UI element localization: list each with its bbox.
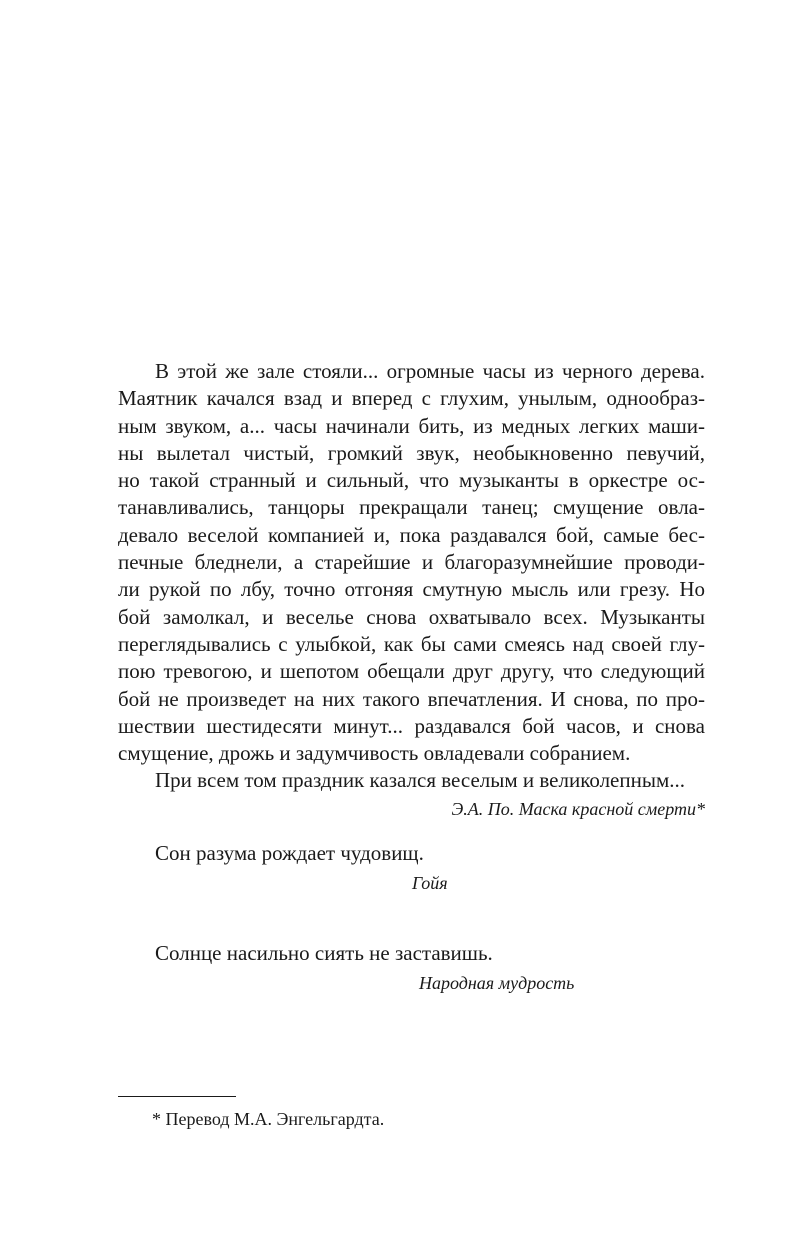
epigraph-line: шествии шестидесяти минут... раздавался бой часов, и снова [118, 713, 705, 738]
epigraph-line: бой замолкал, и веселье снова охватывало всех. Музыканты [118, 604, 705, 629]
epigraph-line: смущение, дрожь и задумчивость овладевали собранием. [118, 741, 631, 766]
goya-quote: Сон разума рождает чудовищ. [155, 841, 424, 865]
epigraph-line: танавливались, танцоры прекращали танец; смущение овла- [118, 495, 705, 520]
goya-author: Гойя [412, 873, 448, 893]
epigraph-line: ным звуком, а... часы начинали бить, из медных легких маши- [118, 413, 705, 438]
main-epigraph [118, 358, 705, 821]
epigraph-line: ли рукой по лбу, точно отгоняя смутную мысль или грезу. Но [118, 577, 705, 602]
epigraph-line: но такой странный и сильный, что музыканты в оркестре ос- [118, 468, 705, 493]
epigraph-paragraph [118, 358, 705, 795]
epigraph-line: В этой же зале стояли... огромные часы из черного дерева. [155, 359, 705, 383]
footnote: * Перевод М.А. Энгельгардта. [152, 1109, 385, 1129]
folk-epigraph [155, 940, 574, 995]
folk-author: Народная мудрость [419, 973, 575, 993]
folk-quote: Солнце насильно сиять не заставишь. [155, 941, 493, 965]
epigraph-line: печные бледнели, а старейшие и благоразумнейшие проводи- [118, 550, 705, 575]
goya-epigraph [155, 840, 448, 895]
epigraph-line: переглядывались с улыбкой, как бы сами смеясь над своей глу- [118, 631, 705, 656]
epigraph-line: бой не произведет на них такого впечатления. И снова, по про- [118, 686, 705, 711]
epigraph-attribution: Э.А. По. Маска красной смерти* [451, 798, 705, 819]
epigraph-line: девало веселой компанией и, пока раздавался бой, самые бес- [118, 522, 705, 547]
epigraph-line: ны вылетал чистый, громкий звук, необыкновенно певучий, [118, 440, 705, 465]
footnote-divider [118, 1096, 236, 1097]
epigraph-closing-line: При всем том праздник казался веселым и великолепным... [155, 768, 685, 793]
epigraph-line: пою тревогою, и шепотом обещали друг другу, что следующий [118, 659, 705, 684]
epigraph-line: Маятник качался взад и вперед с глухим, унылым, однообраз- [118, 386, 705, 411]
